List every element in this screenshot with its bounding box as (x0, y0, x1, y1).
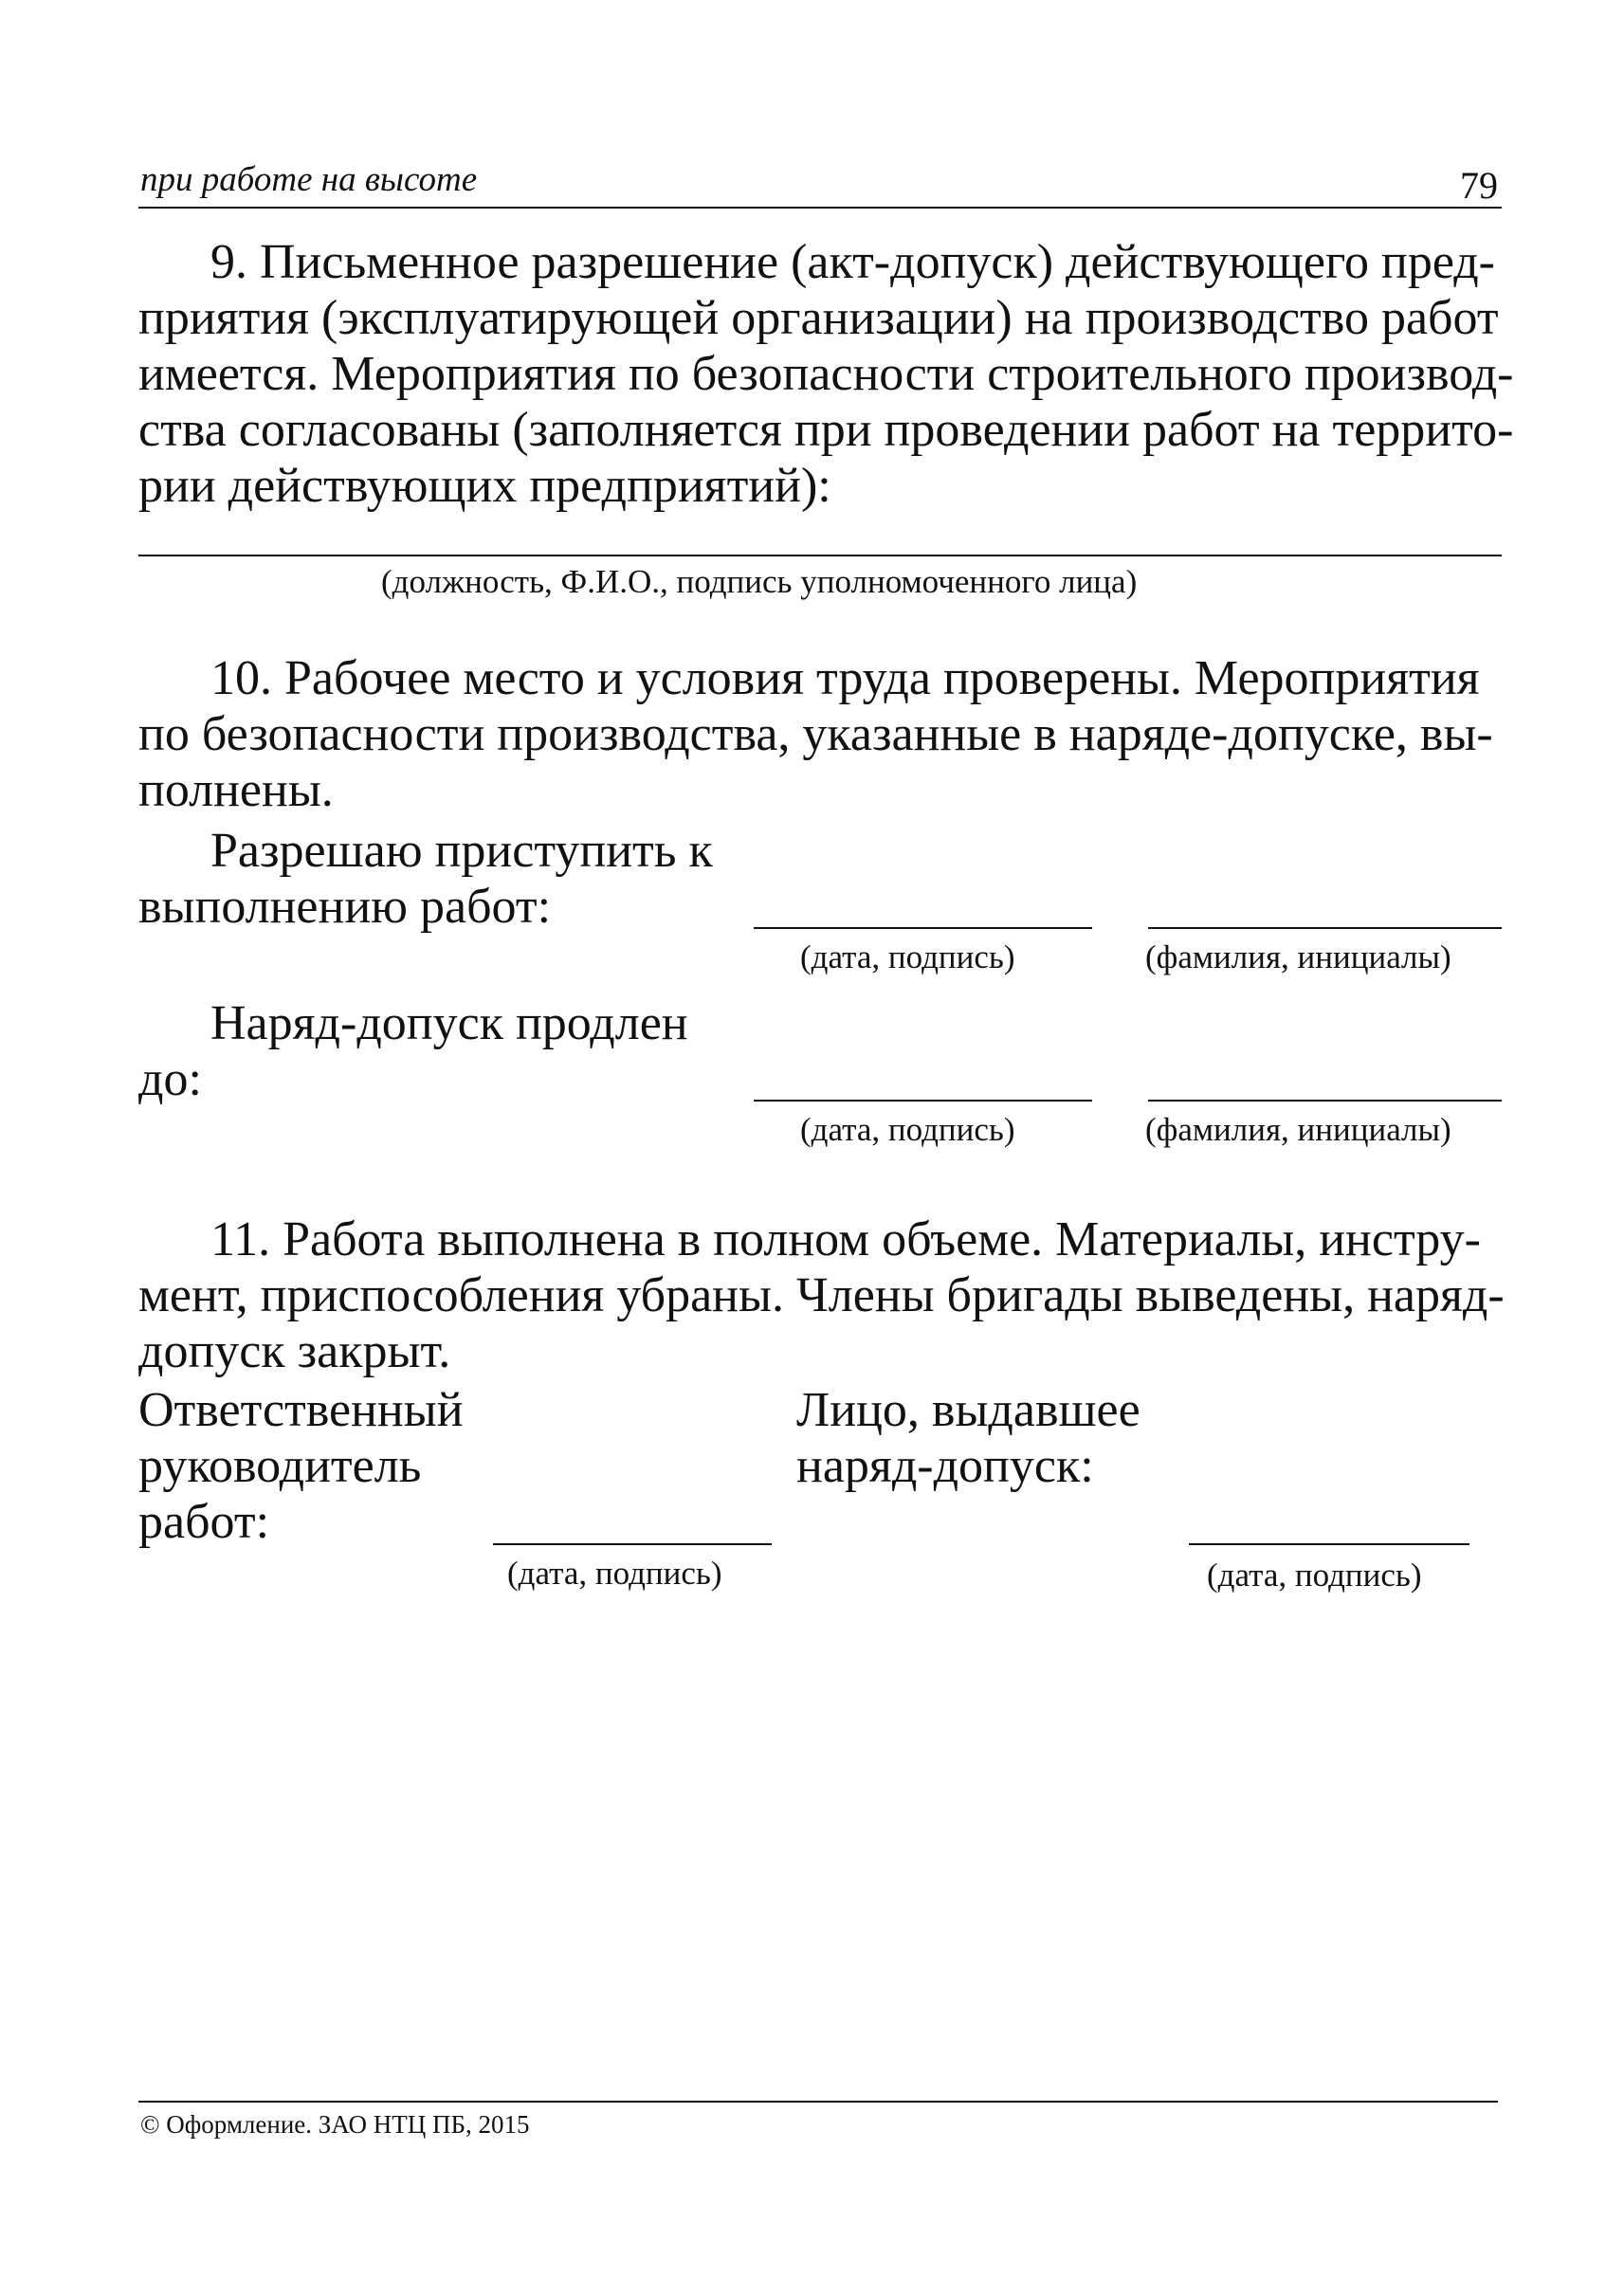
extended-label-line2: до: (138, 1052, 202, 1106)
section11-line1: 11. Работа выполнена в полном объеме. Материалы, инстру- (210, 1212, 1481, 1266)
section9-line1: 9. Письменное разрешение (акт-допуск) действующего пред- (210, 235, 1495, 289)
section11-line2: мент, приспособления убраны. Члены бригады выведены, наряд- (138, 1268, 1505, 1322)
authorized-signature-line (138, 555, 1502, 556)
extended-date-signature-caption: (дата, подпись) (800, 1111, 1015, 1148)
section9-line4: ства согласованы (заполняется при проведении работ на террито- (138, 403, 1514, 457)
permit-label-line1: Разрешаю приступить к (210, 824, 713, 878)
issuer-label-line2: наряд-допуск: (796, 1439, 1094, 1493)
extended-label-line1: Наряд-допуск продлен (210, 996, 688, 1050)
issuer-signature-caption: (дата, подпись) (1207, 1557, 1422, 1594)
extended-name-line (1148, 1100, 1502, 1102)
issuer-signature-line (1189, 1543, 1469, 1545)
permit-name-caption: (фамилия, инициалы) (1145, 938, 1451, 975)
extended-date-signature-line (754, 1100, 1092, 1102)
section10-line1: 10. Рабочее место и условия труда проверены. Мероприятия (210, 651, 1480, 705)
permit-date-signature-line (754, 927, 1092, 929)
section11-line3: допуск закрыт. (138, 1324, 451, 1378)
page-number: 79 (1460, 164, 1498, 207)
permit-name-line (1148, 927, 1502, 929)
authorized-signature-caption: (должность, Ф.И.О., подпись уполномоченного лица) (381, 563, 1138, 600)
running-title: при работе на высоте (140, 160, 478, 199)
section10-line3: полнены. (138, 763, 334, 817)
permit-date-signature-caption: (дата, подпись) (800, 938, 1015, 975)
responsible-signature-line (493, 1543, 772, 1545)
section10-line2: по безопасности производства, указанные в наряде-допуске, вы- (138, 707, 1493, 761)
header-rule (138, 207, 1502, 209)
extended-name-caption: (фамилия, инициалы) (1145, 1111, 1451, 1148)
section9-line3: имеется. Мероприятия по безопасности строительного производ- (138, 347, 1514, 401)
responsible-label-line2: руководитель (138, 1439, 422, 1493)
permit-label-line2: выполнению работ: (138, 880, 552, 934)
section9-line5: рии действующих предприятий): (138, 459, 831, 513)
section9-line2: приятия (эксплуатирующей организации) на производство работ (138, 291, 1499, 345)
issuer-label-line1: Лицо, выдавшее (796, 1383, 1140, 1437)
responsible-label-line3: работ: (138, 1495, 270, 1549)
responsible-label-line1: Ответственный (138, 1383, 464, 1437)
copyright-note: © Оформление. ЗАО НТЦ ПБ, 2015 (140, 2110, 530, 2139)
responsible-signature-caption: (дата, подпись) (507, 1555, 722, 1592)
footer-rule (138, 2101, 1498, 2103)
